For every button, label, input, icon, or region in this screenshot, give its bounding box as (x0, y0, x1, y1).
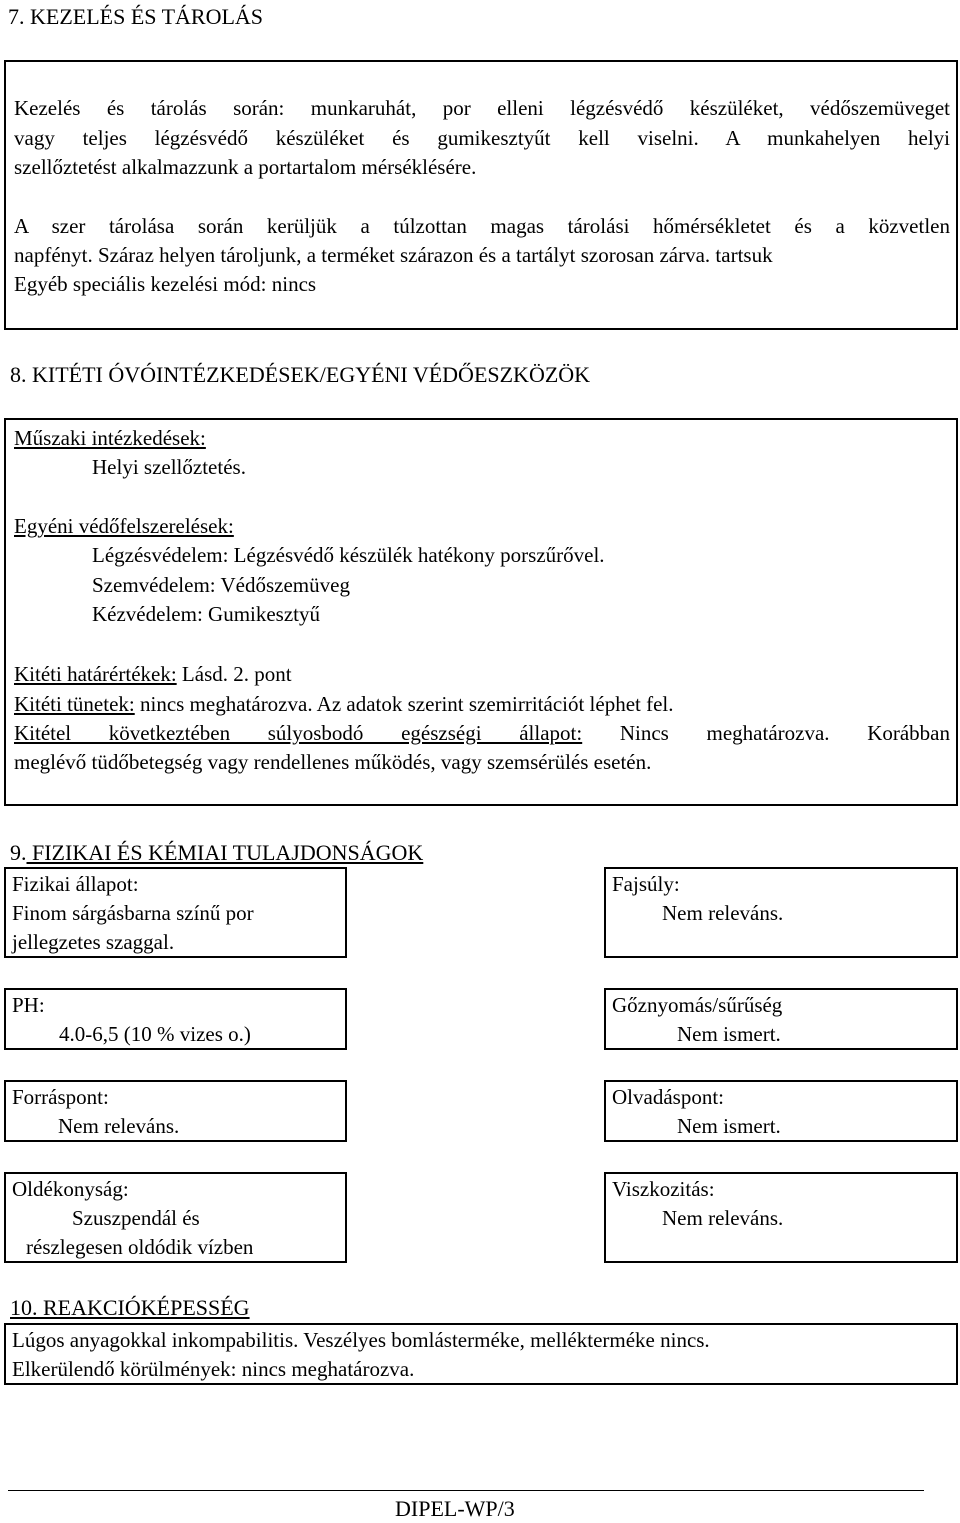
ppe-hand: Kézvédelem: Gumikesztyű (92, 602, 321, 626)
handling-line-1: Kezelés és tárolás során: munkaruhát, por elleni légzésvédő készüléket, védőszemüveget (14, 96, 950, 120)
storage-line-3: Egyéb speciális kezelési mód: nincs (14, 272, 317, 296)
section-7-content (14, 62, 950, 328)
melting-point-value: Nem ismert. (677, 1114, 781, 1138)
section-9-number: 9. (10, 840, 27, 865)
section-10-title: 10. REAKCIÓKÉPESSÉG (10, 1295, 250, 1320)
melting-point-box (604, 1080, 958, 1142)
section-8-heading: 8. KITÉTI ÓVÓINTÉZKEDÉSEK/EGYÉNI VÉDŐESZKÖZÖK (10, 362, 591, 387)
section-10-box (4, 1323, 958, 1385)
density-value: Nem releváns. (662, 901, 784, 925)
ph-label: PH: (12, 993, 45, 1017)
handling-line-3: szellőztetést alkalmazzunk a portartalom mérséklésére. (14, 155, 477, 179)
reactivity-line-1: Lúgos anyagokkal inkompabilitis. Veszélyes bomlásterméke, mellékterméke nincs. (12, 1328, 710, 1352)
viscosity-box (604, 1172, 958, 1263)
solubility-box (4, 1172, 347, 1263)
footer-doc-code: DIPEL-WP/3 (395, 1496, 515, 1521)
solubility-line-2: részlegesen oldódik vízben (26, 1235, 254, 1259)
physical-state-box (4, 867, 347, 958)
footer-rule (8, 1490, 924, 1491)
section-8-content (14, 420, 950, 804)
health-condition (14, 719, 950, 748)
reactivity-line-2: Elkerülendő körülmények: nincs meghatározva. (12, 1357, 415, 1381)
vapor-pressure-box (604, 988, 958, 1050)
solubility-line-1: Szuszpendál és (72, 1206, 200, 1230)
ppe-eye: Szemvédelem: Védőszemüveg (92, 573, 350, 597)
section-9-title: FIZIKAI ÉS KÉMIAI TULAJDONSÁGOK (26, 840, 424, 865)
tech-measures-value: Helyi szellőztetés. (92, 455, 246, 479)
ph-box (4, 988, 347, 1050)
storage-line-1: A szer tárolása során kerüljük a túlzottan magas tárolási hőmérsékletet és a közvetlen (14, 214, 950, 238)
solubility-label: Oldékonyság: (12, 1177, 129, 1201)
exposure-limits-label: Kitéti határértékek: (14, 662, 177, 686)
physical-state-line-2: jellegzetes szaggal. (12, 930, 175, 954)
viscosity-label: Viszkozitás: (612, 1177, 715, 1201)
section-10-heading (10, 1293, 250, 1322)
health-condition-line-2: meglévő tüdőbetegség vagy rendellenes működés, vagy szemsérülés esetén. (14, 750, 652, 774)
ppe-respiratory: Légzésvédelem: Légzésvédő készülék hatékony porszűrővel. (92, 543, 605, 567)
storage-line-2: napfényt. Száraz helyen tároljunk, a terméket szárazon és a tartályt szorosan zárva. tartsuk (14, 243, 773, 267)
boiling-point-value: Nem releváns. (58, 1114, 180, 1138)
physical-state-label: Fizikai állapot: (12, 872, 139, 896)
exposure-symptoms-label: Kitéti tünetek: (14, 692, 135, 716)
boiling-point-label: Forráspont: (12, 1085, 109, 1109)
exposure-limits (14, 660, 292, 689)
boiling-point-box (4, 1080, 347, 1142)
vapor-pressure-value: Nem ismert. (677, 1022, 781, 1046)
section-8-box (4, 418, 958, 806)
viscosity-value: Nem releváns. (662, 1206, 784, 1230)
section-9-heading (10, 838, 423, 867)
handling-line-2: vagy teljes légzésvédő készüléket és gumikesztyűt kell viselni. A munkahelyen helyi (14, 126, 950, 150)
exposure-symptoms (14, 690, 674, 719)
exposure-limits-value: Lásd. 2. pont (176, 662, 292, 686)
exposure-symptoms-value: nincs meghatározva. Az adatok szerint szemirritációt léphet fel. (134, 692, 674, 716)
health-condition-label: Kitétel következtében súlyosbodó egészségi állapot: (14, 721, 583, 745)
melting-point-label: Olvadáspont: (612, 1085, 724, 1109)
physical-state-line-1: Finom sárgásbarna színű por (12, 901, 254, 925)
section-7-heading: 7. KEZELÉS ÉS TÁROLÁS (8, 4, 264, 29)
ppe-label: Egyéni védőfelszerelések: (14, 514, 234, 538)
health-condition-value: Nincs meghatározva. Korábban (582, 721, 951, 745)
vapor-pressure-label: Gőznyomás/sűrűség (612, 993, 783, 1017)
density-box (604, 867, 958, 958)
density-label: Fajsúly: (612, 872, 680, 896)
ph-value: 4.0-6,5 (10 % vizes o.) (59, 1022, 251, 1046)
tech-measures-label: Műszaki intézkedések: (14, 426, 206, 450)
section-7-box (4, 60, 958, 330)
